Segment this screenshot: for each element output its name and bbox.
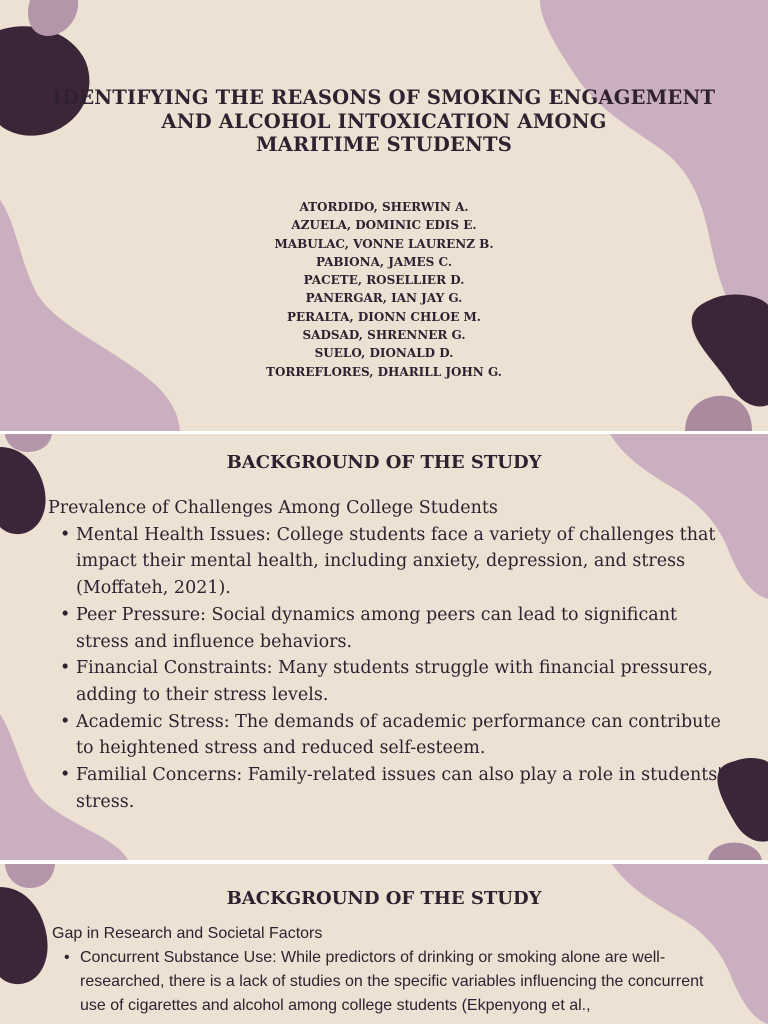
content-subheading: Gap in Research and Societal Factors <box>52 925 323 942</box>
author-name: MABULAC, VONNE LAURENZ B. <box>274 236 494 251</box>
decorative-blob-mid-bottom-right <box>680 392 768 431</box>
title-line: MARITIME STUDENTS <box>255 133 513 156</box>
title-line: AND ALCOHOL INTOXICATION AMONG <box>161 109 607 133</box>
author-name: AZUELA, DOMINIC EDIS E. <box>291 218 477 233</box>
list-item: • Academic Stress: The demands of academic performance can contribute to heightened stress and reduced self-esteem. <box>76 709 728 762</box>
author-name: PANERGAR, IAN JAY G. <box>305 291 463 306</box>
background-slide-2 <box>0 864 768 1024</box>
background-slide-1 <box>0 434 768 860</box>
author-name: PERALTA, DIONN CHLOE M. <box>286 309 481 324</box>
list-item: • Concurrent Substance Use: While predictors of drinking or smoking alone are well-researched, there is a lack of studies on the specific variables influencing the concurrent use of cigarettes and alcohol among college students (Ekpenyong et al., <box>80 946 732 1018</box>
author-name: PABIONA, JAMES C. <box>315 254 453 269</box>
bullet-list <box>52 946 732 1018</box>
section-title: BACKGROUND OF THE STUDY <box>226 888 542 909</box>
author-name: ATORDIDO, SHERWIN A. <box>299 200 469 214</box>
decorative-blob-light-top <box>10 0 80 40</box>
list-item: • Familial Concerns: Family-related issues can also play a role in students' stress. <box>76 762 728 815</box>
bullet-list <box>48 522 728 816</box>
author-name: SADSAD, SHRENNER G. <box>302 328 466 343</box>
author-name: SUELO, DIONALD D. <box>314 346 454 361</box>
title-line: IDENTIFYING THE REASONS OF SMOKING ENGAGEMENT <box>52 86 716 109</box>
presentation-title <box>0 86 768 157</box>
slide-content <box>48 495 728 815</box>
author-name: PACETE, ROSELLIER D. <box>303 273 465 288</box>
decorative-blob-mid-bottom-right <box>700 839 768 860</box>
list-item: • Financial Constraints: Many students struggle with financial pressures, adding to their stress levels. <box>76 655 728 708</box>
content-subheading: Prevalence of Challenges Among College Students <box>48 498 498 518</box>
author-name: TORREFLORES, DHARILL JOHN G. <box>266 364 502 379</box>
section-title: BACKGROUND OF THE STUDY <box>226 452 542 473</box>
list-item: • Peer Pressure: Social dynamics among peers can lead to significant stress and influence behaviors. <box>76 602 728 655</box>
author-list <box>0 198 768 381</box>
title-slide <box>0 0 768 431</box>
slide-content <box>52 922 732 1018</box>
list-item: • Mental Health Issues: College students face a variety of challenges that impact their mental health, including anxiety, depression, and stress (Moffateh, 2021). <box>76 522 728 602</box>
